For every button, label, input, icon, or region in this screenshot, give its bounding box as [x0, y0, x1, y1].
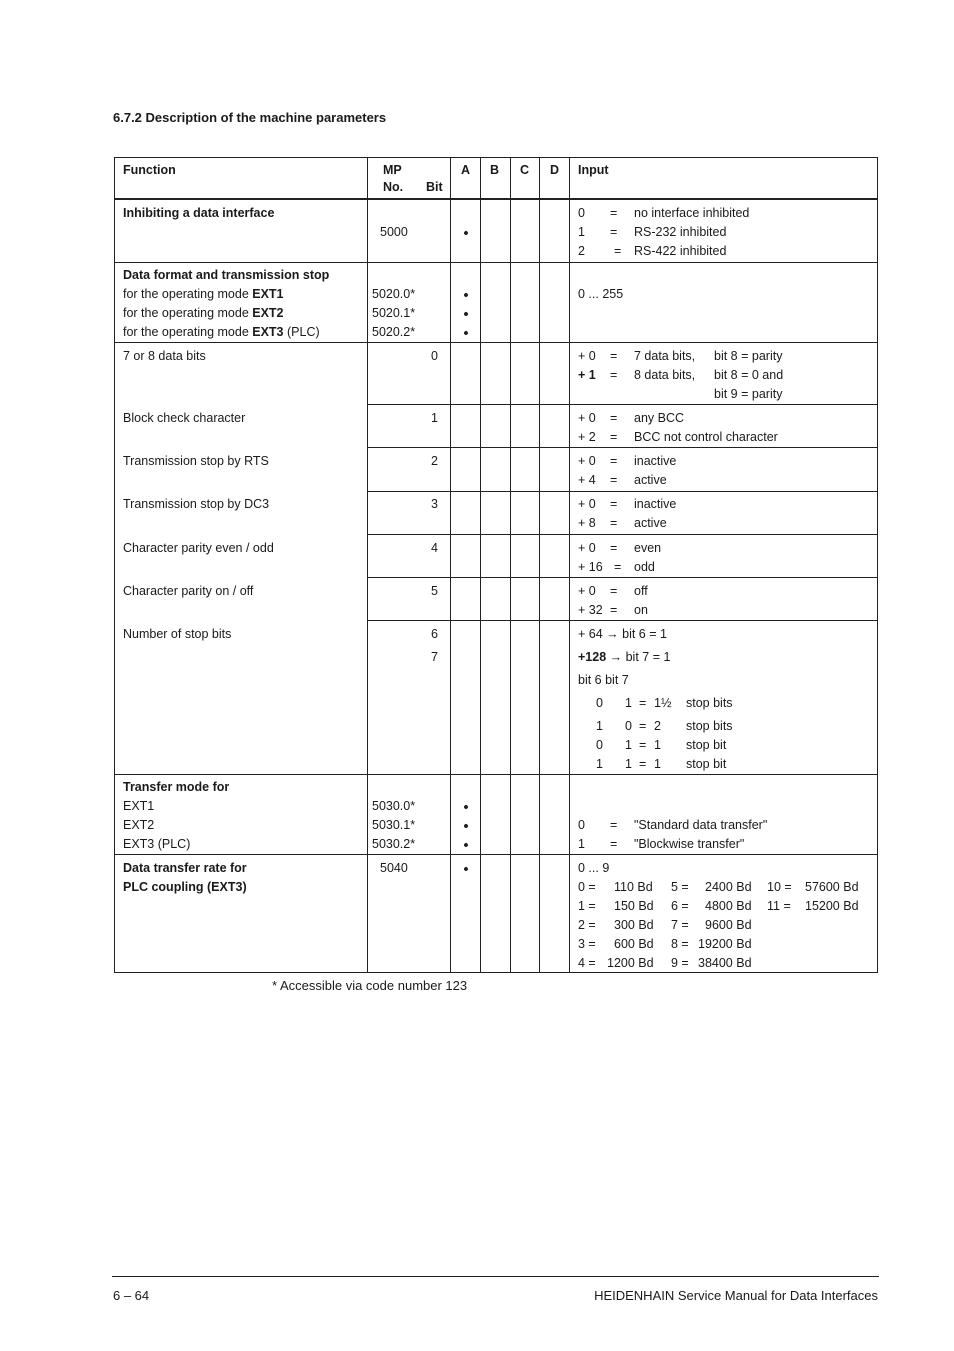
equals: = [610, 430, 618, 444]
baud-key: 1 = [578, 899, 596, 913]
input-key: + 32 [578, 603, 603, 617]
input-desc: bit 8 = parity [714, 349, 783, 363]
bit7-val: 1 [625, 757, 632, 771]
row-divider [367, 491, 877, 492]
func-mode-ext2: for the operating mode EXT2 [123, 306, 284, 320]
func-bcc: Block check character [123, 411, 246, 425]
baud-value: 1200 Bd [607, 956, 654, 970]
header-mp: MP [383, 163, 402, 177]
col-divider [569, 158, 570, 972]
bit7-val: 1 [625, 738, 632, 752]
input-desc: "Blockwise transfer" [634, 837, 745, 851]
row-divider [367, 404, 877, 405]
input-key: 0 [578, 206, 585, 220]
page-number: 6 – 64 [113, 1288, 150, 1303]
bullet-a [463, 804, 469, 810]
bit-value: 4 [431, 541, 438, 555]
input-desc: active [634, 473, 667, 487]
header-d: D [550, 163, 560, 177]
baud-value: 2400 Bd [705, 880, 752, 894]
input-key: + 4 [578, 473, 596, 487]
header-b: B [490, 163, 500, 177]
func-rate-title: PLC coupling (EXT3) [123, 880, 247, 894]
input-desc: stop bit [686, 738, 727, 752]
bit7-val: 1 [625, 696, 632, 710]
baud-key: 11 = [767, 899, 791, 913]
input-desc: BCC not control character [634, 430, 778, 444]
mp-value: 5030.0* [372, 799, 416, 813]
baud-key: 7 = [671, 918, 689, 932]
func-format-title: Data format and transmission stop [123, 268, 330, 282]
mode-label: EXT2 [123, 818, 155, 832]
bullet-a [463, 230, 469, 236]
col-divider [367, 158, 368, 972]
mp-value: 5020.1* [372, 306, 416, 320]
col-divider [510, 158, 511, 972]
footnote: * Accessible via code number 123 [272, 978, 468, 993]
input-key: + 0 [578, 454, 596, 468]
input-key: + 0 [578, 497, 596, 511]
header-input: Input [578, 163, 609, 177]
bullet-a [463, 292, 469, 298]
equals: = [610, 818, 618, 832]
bit6-val: 1 [596, 719, 603, 733]
bit6-val: 0 [596, 738, 603, 752]
input-key: + 0 [578, 584, 596, 598]
mode-label: EXT1 [123, 799, 155, 813]
input-desc: off [634, 584, 648, 598]
func-mode-ext3: for the operating mode EXT3 (PLC) [123, 325, 320, 339]
bit-value: 1 [431, 411, 438, 425]
header-function: Function [123, 163, 176, 177]
input-desc: inactive [634, 454, 677, 468]
equals: = [639, 696, 647, 710]
input-desc: on [634, 603, 648, 617]
equals: = [610, 368, 618, 382]
row-divider [367, 534, 877, 535]
equals: = [639, 719, 647, 733]
input-range: 0 ... 9 [578, 861, 610, 875]
equals: = [610, 206, 618, 220]
header-no: No. [383, 180, 404, 194]
baud-key: 2 = [578, 918, 596, 932]
bit-value: 5 [431, 584, 438, 598]
col-divider [539, 158, 540, 972]
mp-value: 5030.2* [372, 837, 416, 851]
equals: = [639, 738, 647, 752]
stop-count: 1 [654, 738, 661, 752]
input-key: 2 [578, 244, 585, 258]
mp-5040: 5040 [380, 861, 408, 875]
input-desc: inactive [634, 497, 677, 511]
bit-value: 2 [431, 454, 438, 468]
input-key: + 16 [578, 560, 603, 574]
bullet-a [463, 866, 469, 872]
input-desc: bit 6 bit 7 [578, 673, 629, 687]
bit-value: 6 [431, 627, 438, 641]
row-divider [115, 774, 877, 775]
input-desc: bit 8 = 0 and [714, 368, 784, 382]
row-divider [115, 262, 877, 263]
mp-value: 5020.2* [372, 325, 416, 339]
row-divider [115, 854, 877, 855]
input-key: + 1 [578, 368, 596, 382]
equals: = [610, 837, 618, 851]
baud-key: 8 = [671, 937, 689, 951]
baud-value: 15200 Bd [805, 899, 859, 913]
bullet-a [463, 823, 469, 829]
header-c: C [520, 163, 530, 177]
equals: = [610, 584, 618, 598]
equals: = [610, 497, 618, 511]
func-inhibit: Inhibiting a data interface [123, 206, 275, 220]
func-parity: Character parity even / odd [123, 541, 274, 555]
baud-value: 110 Bd [614, 880, 653, 894]
equals: = [610, 603, 618, 617]
baud-key: 3 = [578, 937, 596, 951]
equals: = [610, 349, 618, 363]
baud-key: 6 = [671, 899, 689, 913]
equals: = [610, 454, 618, 468]
input-key: + 0 [578, 349, 596, 363]
input-range: 0 ... 255 [578, 287, 624, 301]
baud-key: 9 = [671, 956, 689, 970]
input-key: + 0 [578, 541, 596, 555]
equals: = [614, 244, 622, 258]
input-key: + 0 [578, 411, 596, 425]
input-desc: stop bit [686, 757, 727, 771]
input-desc: stop bits [686, 696, 733, 710]
input-desc: RS-232 inhibited [634, 225, 727, 239]
header-a: A [461, 163, 471, 177]
input-key: + 2 [578, 430, 596, 444]
row-divider [367, 620, 877, 621]
mp-value: 5020.0* [372, 287, 416, 301]
col-divider [450, 158, 451, 972]
equals: = [610, 541, 618, 555]
input-desc: even [634, 541, 662, 555]
func-databits: 7 or 8 data bits [123, 349, 206, 363]
input-desc: bit 9 = parity [714, 387, 783, 401]
baud-key: 10 = [767, 880, 792, 894]
baud-key: 0 = [578, 880, 596, 894]
bullet-a [463, 311, 469, 317]
bit7-val: 0 [625, 719, 632, 733]
input-key: + 8 [578, 516, 596, 530]
mp-value: 5030.1* [372, 818, 416, 832]
bit6-val: 0 [596, 696, 603, 710]
input-desc: active [634, 516, 667, 530]
baud-value: 300 Bd [614, 918, 654, 932]
mp-5000: 5000 [380, 225, 408, 239]
row-divider [367, 447, 877, 448]
equals: = [639, 757, 647, 771]
baud-value: 150 Bd [614, 899, 654, 913]
baud-key: 5 = [671, 880, 689, 894]
baud-value: 19200 Bd [698, 937, 752, 951]
bit-value: 3 [431, 497, 438, 511]
func-parity-onoff: Character parity on / off [123, 584, 254, 598]
input-desc: no interface inhibited [634, 206, 750, 220]
func-rate-title: Data transfer rate for [123, 861, 247, 875]
input-desc: +128 → bit 7 = 1 [578, 650, 671, 664]
baud-value: 4800 Bd [705, 899, 752, 913]
input-desc: 7 data bits, [634, 349, 696, 363]
input-key: 1 [578, 225, 585, 239]
input-desc: odd [634, 560, 655, 574]
row-divider [115, 198, 877, 200]
input-desc: + 64 → bit 6 = 1 [578, 627, 667, 641]
bit6-val: 1 [596, 757, 603, 771]
func-transfer-title: Transfer mode for [123, 780, 230, 794]
func-mode-ext1: for the operating mode EXT1 [123, 287, 284, 301]
equals: = [610, 411, 618, 425]
baud-key: 4 = [578, 956, 596, 970]
header-bit: Bit [426, 180, 443, 194]
input-key: 0 [578, 818, 585, 832]
equals: = [610, 516, 618, 530]
footer-divider [112, 1276, 879, 1277]
stop-count: 2 [654, 719, 661, 733]
parameter-table [114, 157, 878, 973]
footer-title: HEIDENHAIN Service Manual for Data Interfaces [594, 1288, 878, 1303]
row-divider [367, 577, 877, 578]
baud-value: 57600 Bd [805, 880, 859, 894]
equals: = [610, 473, 618, 487]
section-heading: 6.7.2 Description of the machine parameters [113, 110, 387, 125]
func-dc3: Transmission stop by DC3 [123, 497, 270, 511]
input-desc: 8 data bits, [634, 368, 696, 382]
baud-value: 600 Bd [614, 937, 654, 951]
mode-label: EXT3 (PLC) [123, 837, 191, 851]
func-rts: Transmission stop by RTS [123, 454, 269, 468]
stop-count: 1½ [654, 696, 672, 710]
input-desc: RS-422 inhibited [634, 244, 727, 258]
bit-value: 7 [431, 650, 438, 664]
col-divider [480, 158, 481, 972]
equals: = [614, 560, 622, 574]
input-key: 1 [578, 837, 585, 851]
bullet-a [463, 330, 469, 336]
bit-value: 0 [431, 349, 438, 363]
input-desc: "Standard data transfer" [634, 818, 768, 832]
baud-value: 9600 Bd [705, 918, 752, 932]
row-divider [115, 342, 877, 343]
func-stopbits: Number of stop bits [123, 627, 232, 641]
input-desc: stop bits [686, 719, 733, 733]
stop-count: 1 [654, 757, 661, 771]
baud-value: 38400 Bd [698, 956, 752, 970]
equals: = [610, 225, 618, 239]
bullet-a [463, 842, 469, 848]
input-desc: any BCC [634, 411, 685, 425]
